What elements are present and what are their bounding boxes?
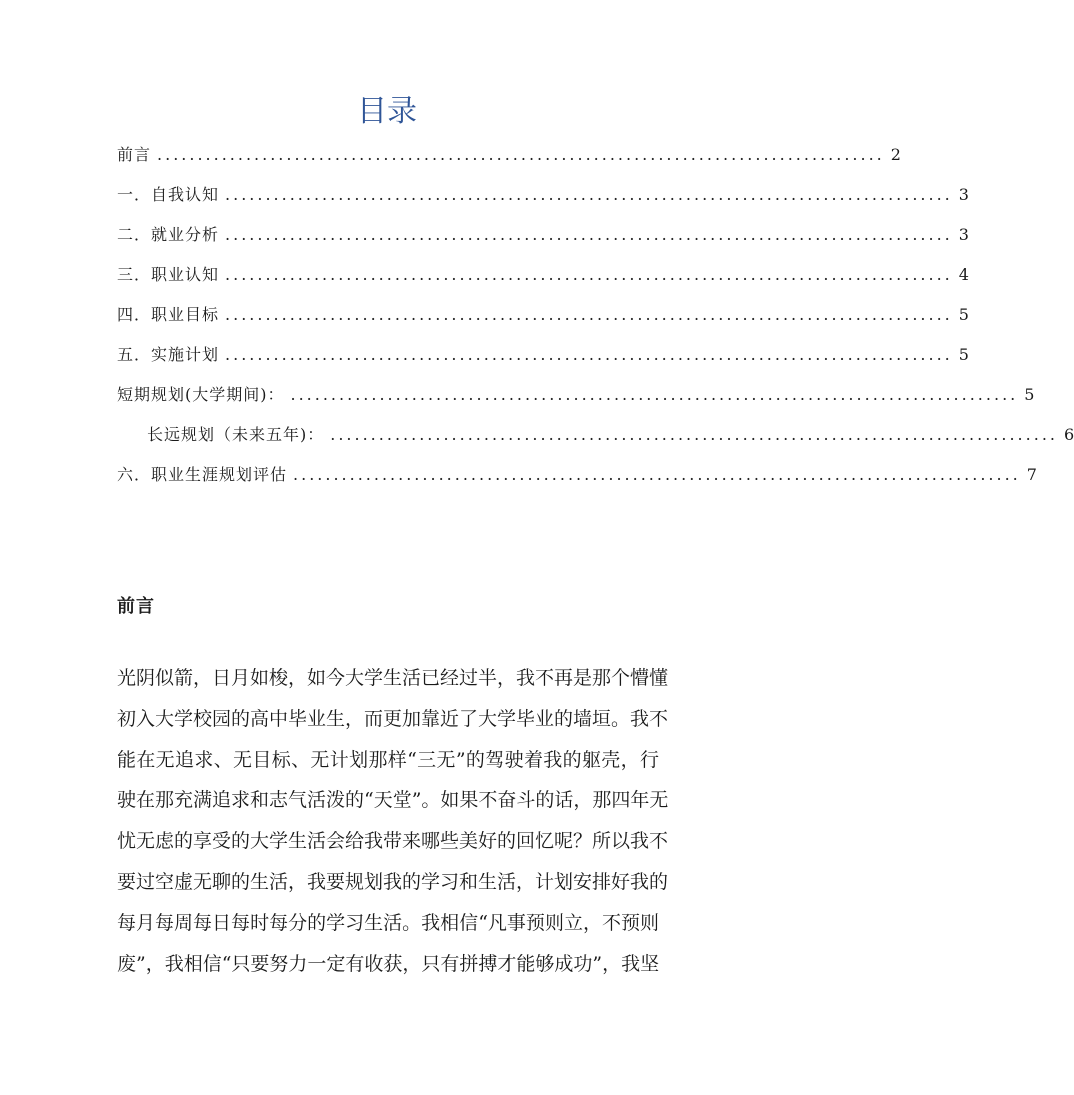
- toc-entry-label: 长远规划（未来五年)：: [147, 425, 325, 444]
- toc-entry-self-awareness[interactable]: [117, 180, 969, 210]
- toc-entry-page: 5: [958, 305, 969, 324]
- toc-leader-dots: ..........................................................................................: [225, 185, 953, 204]
- section-heading-preface: 前言: [117, 596, 155, 617]
- toc-entry-label: 短期规划(大学期间)：: [117, 385, 285, 404]
- toc-entry-page: 3: [958, 185, 969, 204]
- toc-leader-dots: ..........................................................................................: [225, 265, 953, 284]
- toc-entry-label: 一．自我认知: [117, 185, 220, 204]
- toc-leader-dots: ..........................................................................................: [225, 305, 953, 324]
- toc-entry-label: 前言: [117, 145, 152, 164]
- toc-leader-dots: ..........................................................................................: [330, 425, 1058, 444]
- paragraph-line: 初入大学校园的高中毕业生，而更加靠近了大学毕业的墙垣。我不: [117, 707, 669, 730]
- toc-entry-page: 6: [1063, 425, 1074, 444]
- toc-entry-page: 7: [1026, 465, 1037, 484]
- toc-entry-label: 五．实施计划: [117, 345, 220, 364]
- toc-entry-page: 2: [890, 145, 901, 164]
- paragraph-line: 忧无虑的享受的大学生活会给我带来哪些美好的回忆呢？所以我不: [117, 830, 669, 853]
- paragraph-line: 光阴似箭，日月如梭，如今大学生活已经过半，我不再是那个懵懂: [117, 667, 669, 689]
- paragraph-line: 能在无追求、无目标、无计划那样“三无”的驾驶着我的躯壳，行: [117, 748, 659, 771]
- toc-entry-implementation-plan[interactable]: [117, 340, 969, 370]
- toc-entry-career-evaluation[interactable]: [117, 460, 1037, 490]
- toc-leader-dots: ..........................................................................................: [225, 225, 953, 244]
- paragraph-line: 每月每周每日每时每分的学习生活。我相信“凡事预则立，不预则: [117, 911, 659, 934]
- toc-entry-page: 5: [1024, 385, 1035, 404]
- toc-entry-short-term-plan[interactable]: [117, 380, 1035, 410]
- preface-body: [117, 658, 669, 984]
- toc-leader-dots: ..........................................................................................: [157, 145, 885, 164]
- toc-leader-dots: ..........................................................................................: [293, 465, 1021, 484]
- toc-entry-career-awareness[interactable]: [117, 260, 969, 290]
- toc-leader-dots: ..........................................................................................: [225, 345, 953, 364]
- toc-entry-page: 3: [958, 225, 969, 244]
- toc-entry-label: 四．职业目标: [117, 305, 220, 324]
- paragraph-line: 驶在那充满追求和志气活泼的“天堂”。如果不奋斗的话，那四年无: [117, 789, 669, 812]
- toc-entry-label: 三．职业认知: [117, 265, 220, 284]
- paragraph-line: 废”，我相信“只要努力一定有收获，只有拼搏才能够成功”，我坚: [117, 952, 660, 975]
- toc-entry-page: 5: [958, 345, 969, 364]
- toc-leader-dots: ..........................................................................................: [290, 385, 1019, 404]
- toc-entry-label: 六．职业生涯规划评估: [117, 465, 288, 484]
- toc-entry-career-goals[interactable]: [117, 300, 969, 330]
- toc-entry-employment-analysis[interactable]: [117, 220, 969, 250]
- toc-entry-preface[interactable]: [117, 140, 901, 170]
- paragraph-line: 要过空虚无聊的生活，我要规划我的学习和生活，计划安排好我的: [117, 870, 669, 893]
- toc-entry-label: 二．就业分析: [117, 225, 220, 244]
- toc-title: 目录: [357, 94, 417, 129]
- toc-entry-long-term-plan[interactable]: [147, 420, 1074, 450]
- toc-entry-page: 4: [958, 265, 969, 284]
